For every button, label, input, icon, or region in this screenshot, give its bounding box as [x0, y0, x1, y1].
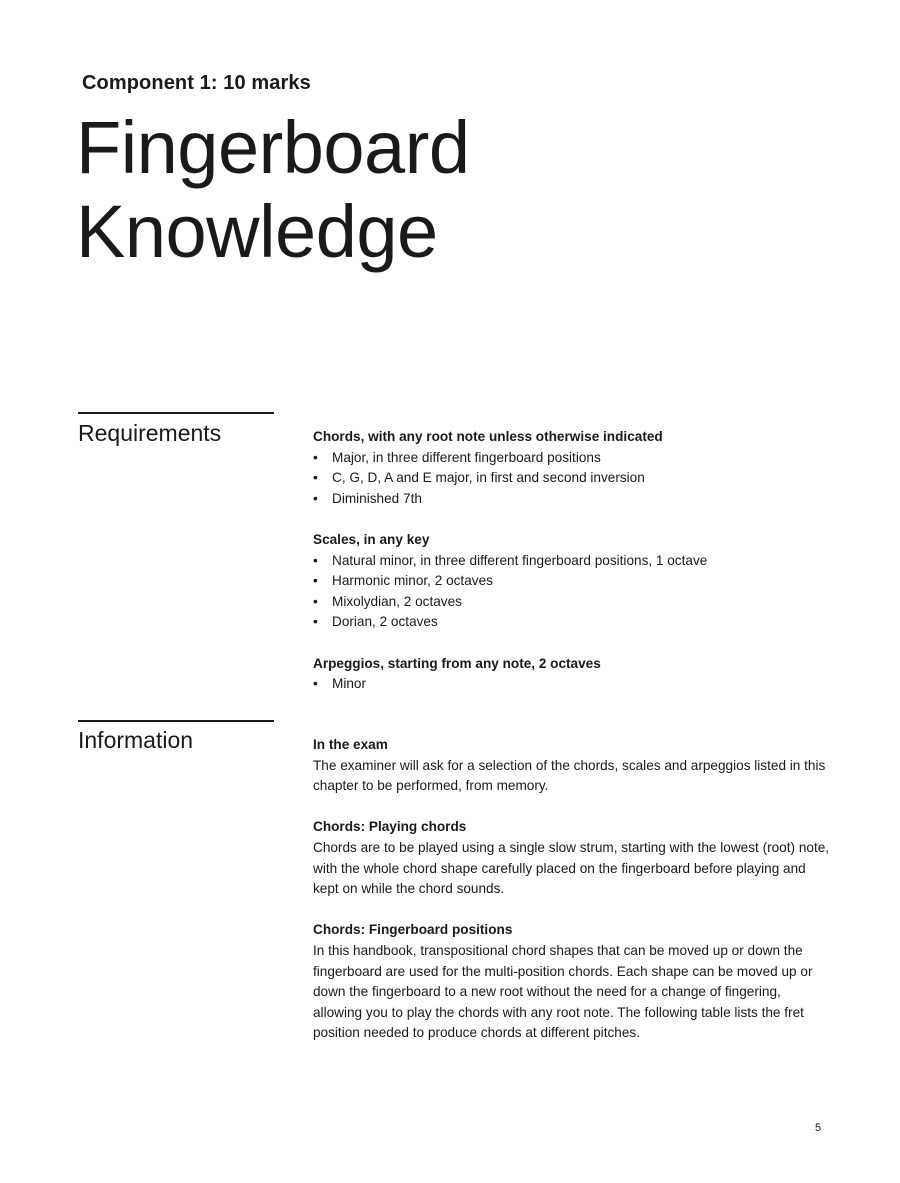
- exam-block: [313, 735, 833, 797]
- list-item: • Major, in three different fingerboard positions: [313, 448, 833, 469]
- positions-block: [313, 920, 833, 1044]
- positions-text: In this handbook, transpositional chord shapes that can be moved up or down the fingerboard are used for the multi-position chords. Each shape can be moved up or down the fingerboard to a new root without the need for a change of fingering, allowing you to play the chords with any root note. The following table lists the fret position needed to produce chords at different pitches.: [313, 942, 813, 1041]
- page-title-line-1: Fingerboard: [76, 106, 470, 189]
- list-item: • Harmonic minor, 2 octaves: [313, 571, 833, 592]
- information-rule: [78, 720, 274, 722]
- component-label: Component 1: 10 marks: [82, 72, 311, 94]
- information-section: [313, 735, 833, 1044]
- page-title: [76, 106, 470, 274]
- arpeggios-list: [313, 674, 833, 695]
- list-item: • Diminished 7th: [313, 489, 833, 510]
- information-heading: Information: [78, 727, 194, 753]
- requirements-section: [313, 427, 833, 695]
- playing-chords-block: [313, 817, 833, 899]
- page-title-line-2: Knowledge: [76, 190, 438, 273]
- list-item: • Natural minor, in three different fingerboard positions, 1 octave: [313, 551, 833, 572]
- arpeggios-block: [313, 654, 833, 695]
- page-number: 5: [815, 1122, 822, 1134]
- playing-chords-text: Chords are to be played using a single slow strum, starting with the lowest (root) note, with the whole chord shape carefully placed on the fingerboard before playing and kept on while the chord sounds.: [313, 839, 830, 897]
- list-item: • C, G, D, A and E major, in first and second inversion: [313, 468, 833, 489]
- exam-text: The examiner will ask for a selection of the chords, scales and arpeggios listed in this chapter to be performed, from memory.: [313, 757, 826, 794]
- chords-block: [313, 427, 833, 509]
- chords-list: [313, 448, 833, 510]
- playing-chords-heading: Chords: Playing chords: [313, 819, 467, 835]
- arpeggios-heading: Arpeggios, starting from any note, 2 octaves: [313, 655, 601, 671]
- positions-heading: Chords: Fingerboard positions: [313, 922, 513, 938]
- scales-list: [313, 551, 833, 633]
- exam-heading: In the exam: [313, 737, 388, 752]
- requirements-heading: Requirements: [78, 420, 222, 446]
- scales-heading: Scales, in any key: [313, 531, 430, 547]
- scales-block: [313, 530, 833, 633]
- chords-heading: Chords, with any root note unless otherwise indicated: [313, 429, 663, 444]
- requirements-rule: [78, 412, 274, 414]
- list-item: • Dorian, 2 octaves: [313, 612, 833, 633]
- list-item: • Mixolydian, 2 octaves: [313, 592, 833, 613]
- list-item: • Minor: [313, 674, 833, 695]
